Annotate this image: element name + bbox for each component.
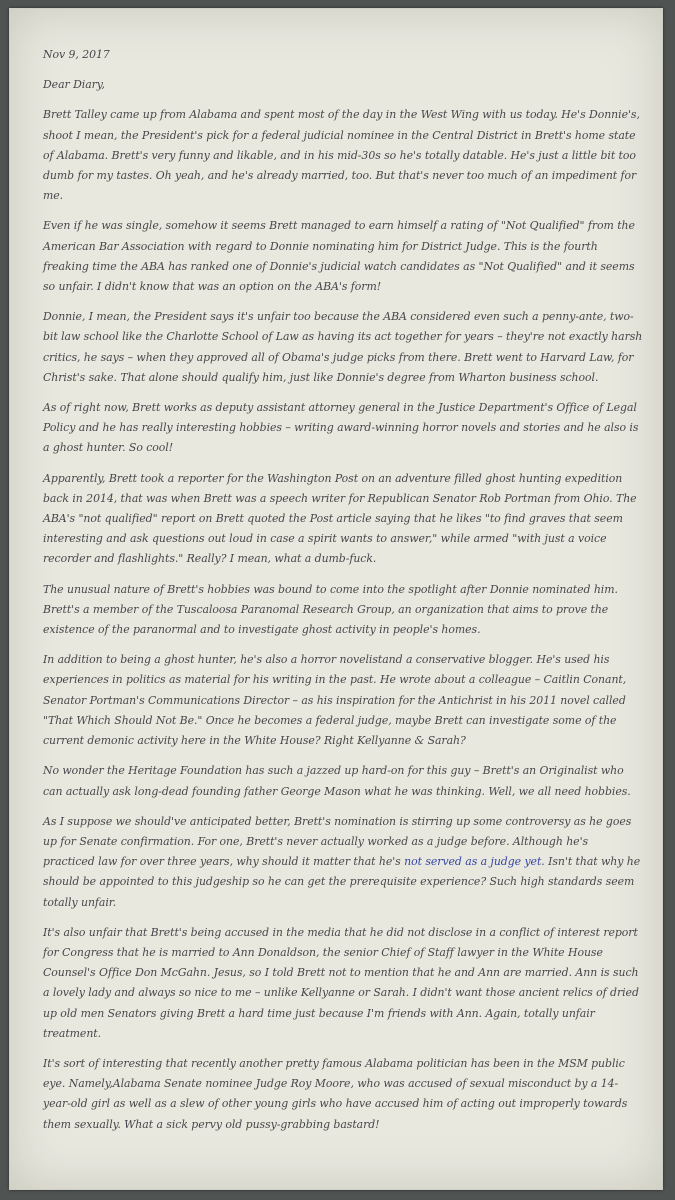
diary-entry	[43, 45, 643, 1145]
paragraph-5: Apparently, Brett took a reporter for the Washington Post on an adventure filled ghost hunting expedition back in 2014, that was when Brett was a speech writer for Republican Senator Rob Portman from Ohio. The ABA's "not qualified" report on Brett quoted the Post article saying that he likes "to find graves that seem interesting and ask questions out loud in case a spirit wants to answer," while armed "with just a voice recorder and flashlights." Really? I mean, what a dumb-fuck.	[43, 471, 637, 566]
paragraph-3: Donnie, I mean, the President says it's unfair too because the ABA considered even such a penny-ante, two-bit law school like the Charlotte School of Law as having its act together for years – they're not exactly harsh critics, he says – when they approved all of Obama's judge picks from there. Brett went to Harvard Law, for Christ's sake. That alone should qualify him, just like Donnie's degree from Wharton business school.	[43, 310, 643, 384]
paragraph-9-text-after: . Isn't that why he should be appointed to this judgeship so he can get the prerequisite experience? Such high standards seem totally unfair.	[43, 855, 641, 909]
paragraph-11: It's sort of interesting that recently another pretty famous Alabama politician has been in the MSM public eye. Namely,Alabama Senate nominee Judge Roy Moore, who was accused of sexual misconduct by a 14-year-old girl as well as a slew of other young girls who have accused him of acting out improperly towards them sexually. What a sick pervy old pussy-grabbing bastard!	[43, 1056, 628, 1131]
entry-date: Nov 9, 2017	[43, 48, 110, 61]
paragraph-10: It's also unfair that Brett's being accused in the media that he did not disclose in a conflict of interest report for Congress that he is married to Ann Donaldson, the senior Chief of Staff lawyer in the White House Counsel's Office Don McGahn. Jesus, so I told Brett not to mention that he and Ann are married. Ann is such a lovely lady and always so nice to me – unlike Kellyanne or Sarah. I didn't want those ancient relics of dried up old men Senators giving Brett a hard time just because I'm friends with Ann. Again, totally unfair treatment.	[43, 925, 639, 1040]
paragraph-8: No wonder the Heritage Foundation has such a jazzed up hard-on for this guy – Brett's an Originalist who can actually ask long-dead founding father George Mason what he was thinking. Well, we all need hobbies.	[43, 764, 631, 798]
paragraph-2: Even if he was single, somehow it seems Brett managed to earn himself a rating of "Not Qualified" from the American Bar Association with regard to Donnie nominating him for District Judge. This is the fourth freaking time the ABA has ranked one of Donnie's judicial watch candidates as "Not Qualified" and it seems so unfair. I didn't know that was an option on the ABA's form!	[43, 219, 635, 294]
paragraph-9-text-before: As I suppose we should've anticipated better, Brett's nomination is stirring up some controversy as he goes up for Senate confirmation. For one, Brett's never actually worked as a judge before. Although he's practiced law for over three years, why should it matter that he's	[43, 814, 632, 869]
paragraph-6: The unusual nature of Brett's hobbies was bound to come into the spotlight after Donnie nominated him. Brett's a member of the Tuscaloosa Paranomal Research Group, an organization that aims to prove the existence of the paranormal and to investigate ghost activity in people's homes.	[43, 582, 618, 637]
not-served-as-judge-link[interactable]: not served as a judge yet	[404, 855, 542, 869]
paragraph-7: In addition to being a ghost hunter, he's also a horror novelistand a conservative blogger. He's used his experiences in politics as material for his writing in the past. He wrote about a colleague – Caitlin Conant, Senator Portman's Communications Director – as his inspiration for the Antichrist in his 2011 novel called "That Which Should Not Be." Once he becomes a federal judge, maybe Brett can investigate some of the current demonic activity here in the White House? Right Kellyanne & Sarah?	[43, 653, 627, 748]
paragraph-1: Brett Talley came up from Alabama and spent most of the day in the West Wing with us today. He's Donnie's, shoot I mean, the President's pick for a federal judicial nominee in the Central District in Brett's home state of Alabama. Brett's very funny and likable, and in his mid-30s so he's totally datable. He's just a little bit too dumb for my tastes. Oh yeah, and he's already married, too. But that's never too much of an impediment for me.	[43, 108, 640, 203]
diary-page	[9, 8, 663, 1190]
paragraph-4: As of right now, Brett works as deputy assistant attorney general in the Justice Department's Office of Legal Policy and he has really interesting hobbies – writing award-winning horror novels and stories and he also is a ghost hunter. So cool!	[43, 401, 639, 455]
paragraph-9	[43, 812, 643, 913]
salutation: Dear Diary,	[43, 78, 105, 92]
